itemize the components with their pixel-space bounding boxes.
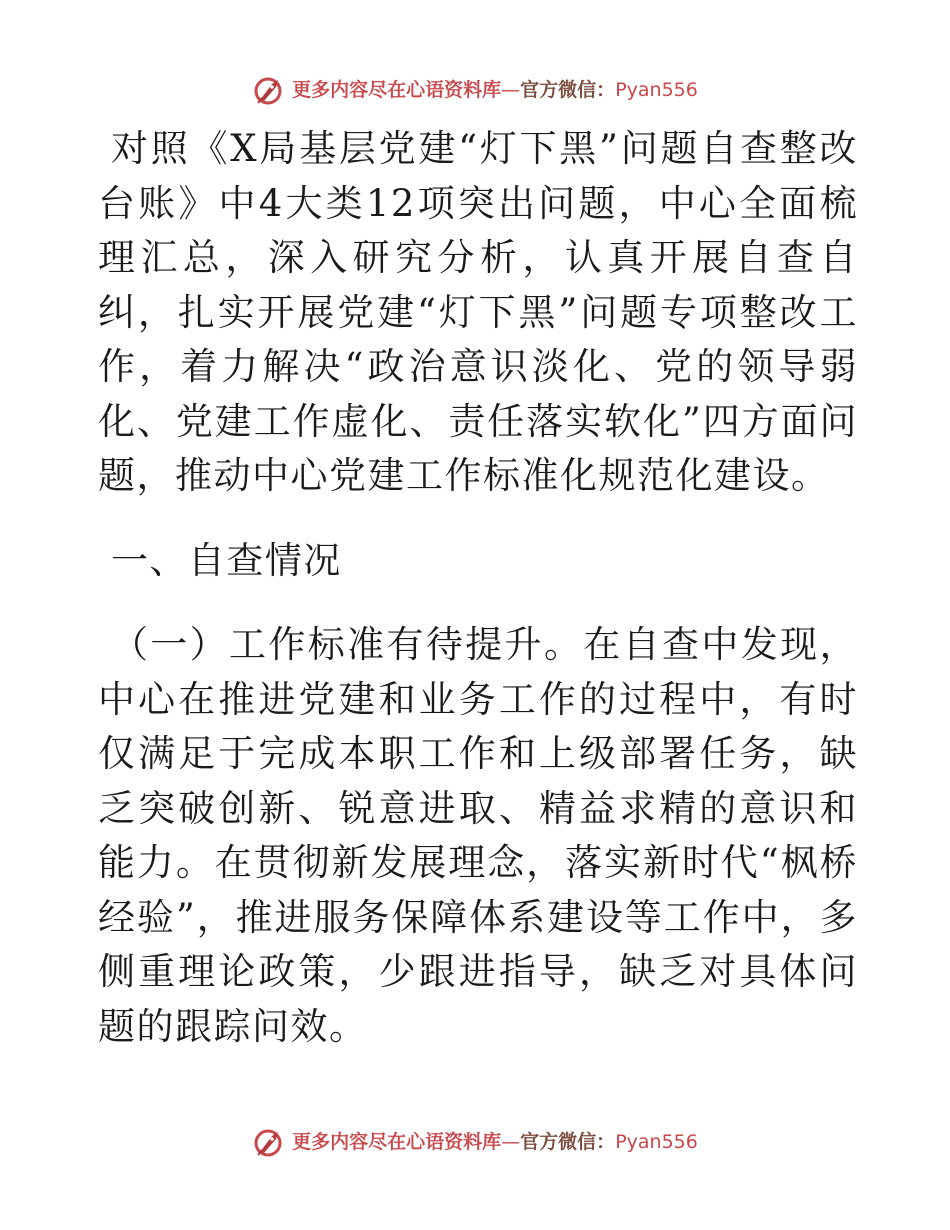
- watermark-id-text: Pyan556: [615, 79, 698, 101]
- watermark-id-text: Pyan556: [615, 1131, 698, 1153]
- watermark-dash: —: [501, 1131, 521, 1153]
- document-body: [98, 122, 858, 1054]
- header-watermark: [0, 74, 950, 106]
- watermark-main-text: 更多内容尽在心语资料库: [292, 1131, 502, 1153]
- pen-nib-logo-icon: [252, 1126, 288, 1158]
- watermark-dash: —: [501, 79, 521, 101]
- watermark-sub-text: 官方微信：: [520, 1131, 616, 1153]
- paragraph-intro: 对照《X局基层党建“灯下黑”问题自查整改台账》中4大类12项突出问题，中心全面梳理汇总，深入研究分析，认真开展自查自纠，扎实开展党建“灯下黑”问题专项整改工作，着力解决“政治意识淡化、党的领导弱化、党建工作虚化、责任落实软化”四方面问题，推动中心党建工作标准化规范化建设。: [98, 127, 858, 497]
- paragraph-work-standards: （一）工作标准有待提升。在自查中发现，中心在推进党建和业务工作的过程中，有时仅满足于完成本职工作和上级部署任务，缺乏突破创新、锐意进取、精益求精的意识和能力。在贯彻新发展理念，落实新时代“枫桥经验”，推进服务保障体系建设等工作中，多侧重理论政策，少跟进指导，缺乏对具体问题的跟踪问效。: [98, 623, 858, 1048]
- watermark-sub-text: 官方微信：: [520, 79, 616, 101]
- watermark-main-text: 更多内容尽在心语资料库: [292, 79, 502, 101]
- pen-nib-logo-icon: [252, 74, 288, 106]
- footer-watermark: [0, 1126, 950, 1158]
- section-heading: 一、自查情况: [110, 538, 342, 582]
